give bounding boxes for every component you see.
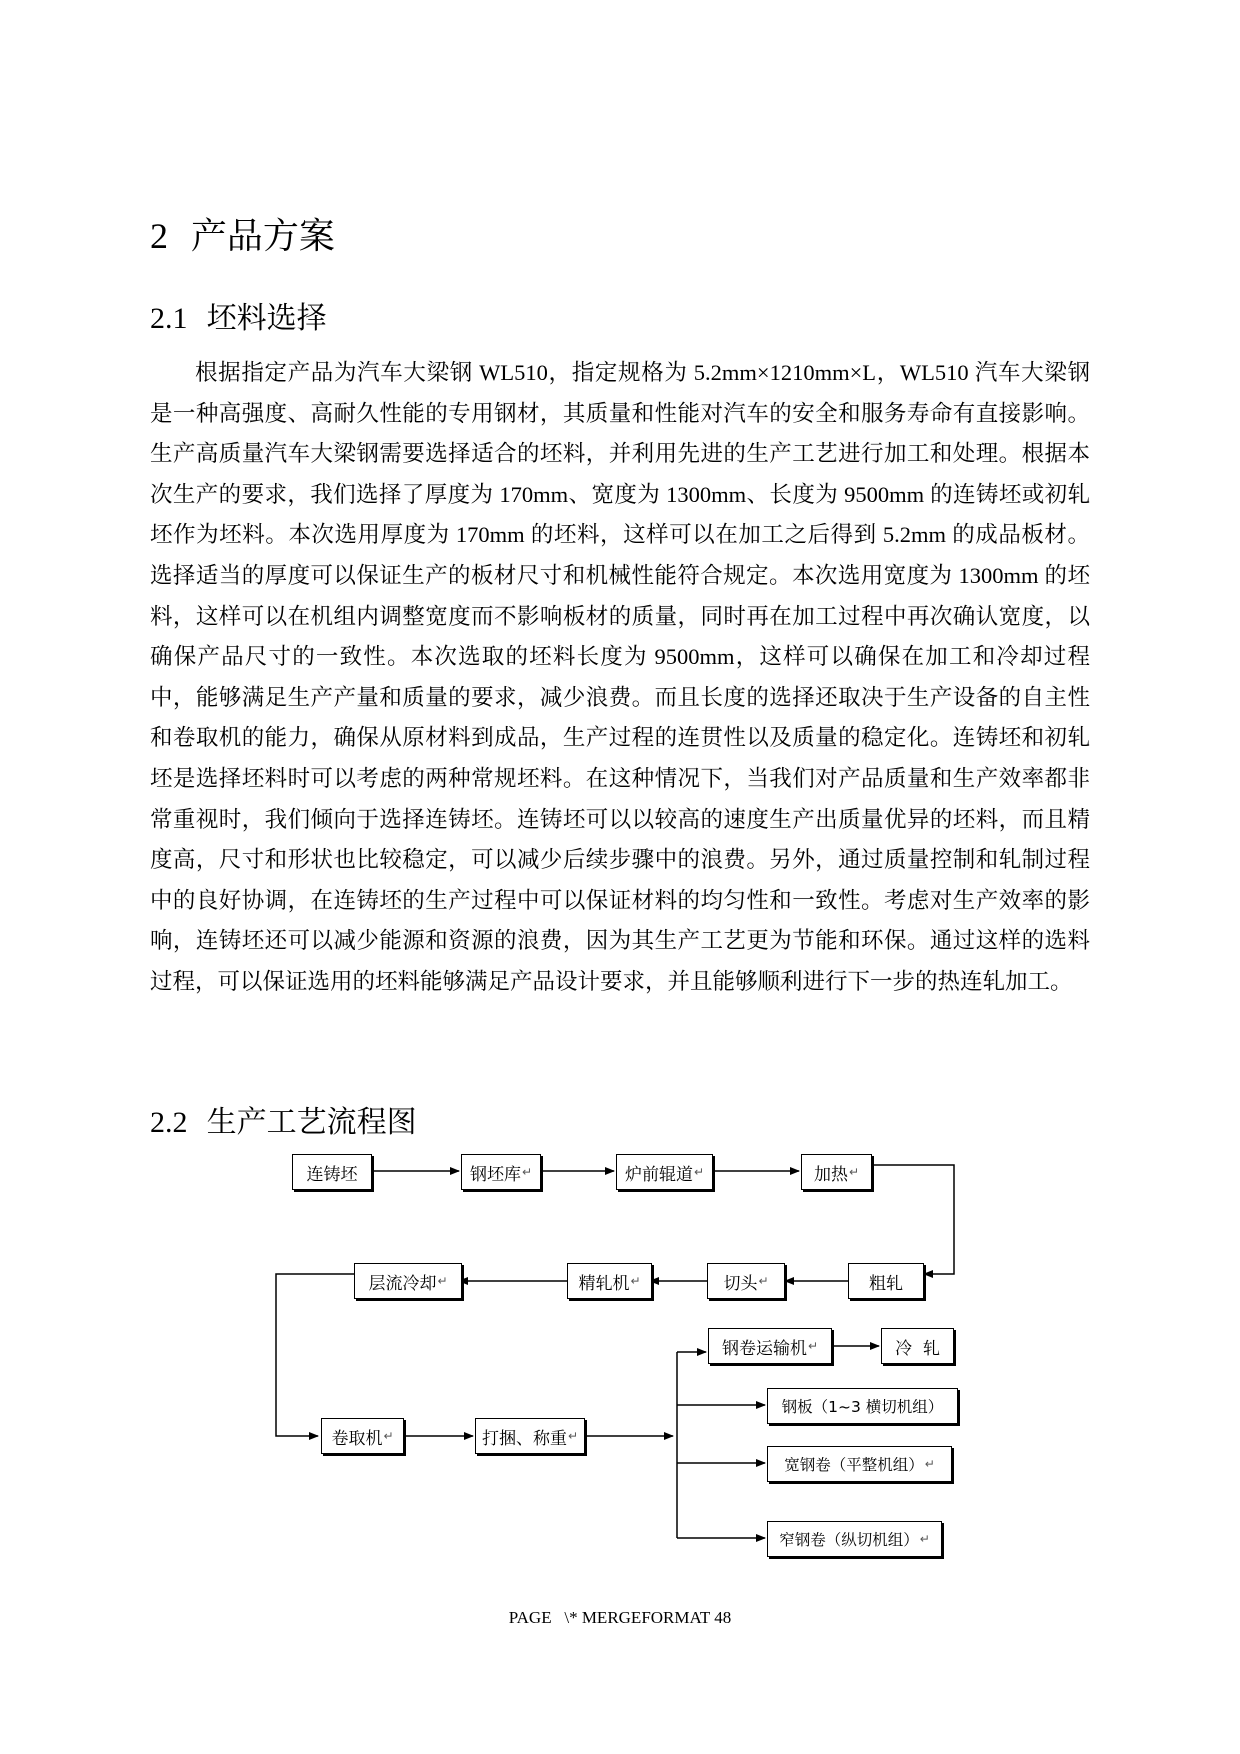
node-label: 连铸坯 [306, 1164, 358, 1185]
node-furnace-roller-table [616, 1154, 713, 1190]
node-label: 冷 轧 [895, 1338, 940, 1359]
node-label: 炉前辊道 [624, 1164, 693, 1185]
page-footer: PAGE \* MERGEFORMAT 48 [508, 1608, 732, 1627]
node-crop-end [707, 1263, 785, 1299]
node-bundling-weighing [475, 1418, 585, 1454]
paragraph-mark: ↵ [919, 1532, 930, 1546]
section-number: 2 [150, 216, 168, 256]
subsection-title: 生产工艺流程图 [206, 1105, 417, 1140]
subsection-number: 2.2 [150, 1106, 188, 1139]
subsection-title: 坯料选择 [206, 301, 327, 336]
paragraph-mark: ↵ [437, 1274, 448, 1288]
arrow-cengliu-juanqu [276, 1274, 356, 1436]
node-label: 卷取机 [331, 1428, 383, 1449]
node-laminar-cooling [354, 1263, 462, 1299]
node-steel-plate-cut-to-length [767, 1388, 958, 1424]
subsection-number: 2.1 [150, 302, 188, 335]
section-title: 产品方案 [190, 216, 335, 257]
paragraph-mark: ↵ [758, 1274, 769, 1288]
node-label: 钢板（1~3 横切机组） [781, 1398, 944, 1416]
node-label: 精轧机 [578, 1273, 630, 1294]
node-label: 加热 [813, 1164, 848, 1185]
node-label: 粗轧 [869, 1273, 903, 1294]
node-label: 打捆、称重 [481, 1428, 567, 1449]
paragraph-mark: ↵ [567, 1429, 579, 1443]
node-slab-yard [461, 1154, 541, 1190]
paragraph-mark: ↵ [848, 1165, 860, 1179]
paragraph-mark: ↵ [807, 1339, 819, 1353]
node-narrow-coil-slitting [767, 1521, 942, 1557]
paragraph-mark: ↵ [521, 1165, 533, 1179]
node-label: 层流冷却 [368, 1273, 437, 1294]
node-finishing-mill [567, 1263, 652, 1299]
paragraph-mark: ↵ [630, 1274, 641, 1288]
node-coiler [321, 1418, 404, 1454]
node-label: 窄钢卷（纵切机组） [779, 1531, 919, 1549]
arrow-jiare-cuza [872, 1165, 954, 1274]
node-cold-rolling [881, 1328, 954, 1364]
node-label: 切头 [723, 1273, 758, 1294]
node-wide-coil-skin-pass [767, 1446, 952, 1482]
node-heating [801, 1154, 872, 1190]
node-label: 钢坯库 [469, 1164, 521, 1185]
paragraph-mark: ↵ [924, 1457, 935, 1471]
body-paragraph: 根据指定产品为汽车大梁钢 WL510，指定规格为 5.2mm×1210mm×L，WL510 汽车大梁钢是一种高强度、高耐久性能的专用钢材，其质量和性能对汽车的安全和服务寿命有直接影响。生产高质量汽车大梁钢需要选择适合的坯料，并利用先进的生产工艺进行加工和处理。根据本次生产的要求，我们选择了厚度为 170mm、宽度为 1300mm、长度为 9500mm 的连铸坯或初轧坯作为坯料。本次选用厚度为 170mm 的坯料，这样可以在加工之后得到 5.2mm 的成品板材。选择适当的厚度可以保证生产的板材尺寸和机械性能符合规定。本次选用宽度为 1300mm 的坯料，这样可以在机组内调整宽度而不影响板材的质量，同时再在加工过程中再次确认宽度，以确保产品尺寸的一致性。本次选取的坯料长度为 9500mm，这样可以确保在加工和冷却过程中，能够满足生产产量和质量的要求，减少浪费。而且长度的选择还取决于生产设备的自主性和卷取机的能力，确保从原材料到成品，生产过程的连贯性以及质量的稳定化。连铸坯和初轧坯是选择坯料时可以考虑的两种常规坯料。在这种情况下，当我们对产品质量和生产效率都非常重视时，我们倾向于选择连铸坯。连铸坯可以以较高的速度生产出质量优异的坯料，而且精度高，尺寸和形状也比较稳定，可以减少后续步骤中的浪费。另外，通过质量控制和轧制过程中的良好协调，在连铸坯的生产过程中可以保证材料的均匀性和一致性。考虑对生产效率的影响，连铸坯还可以减少能源和资源的浪费，因为其生产工艺更为节能和环保。通过这样的选料过程，可以保证选用的坯料能够满足产品设计要求，并且能够顺利进行下一步的热连轧加工。 [150, 360, 1090, 994]
node-rough-rolling [848, 1263, 924, 1299]
paragraph-mark: ↵ [383, 1429, 394, 1443]
paragraph-mark: ↵ [693, 1165, 705, 1179]
node-label: 宽钢卷（平整机组） [784, 1456, 924, 1474]
node-coil-conveyor [708, 1328, 832, 1364]
node-label: 钢卷运输机 [721, 1338, 807, 1359]
node-continuous-casting-slab [292, 1154, 372, 1190]
